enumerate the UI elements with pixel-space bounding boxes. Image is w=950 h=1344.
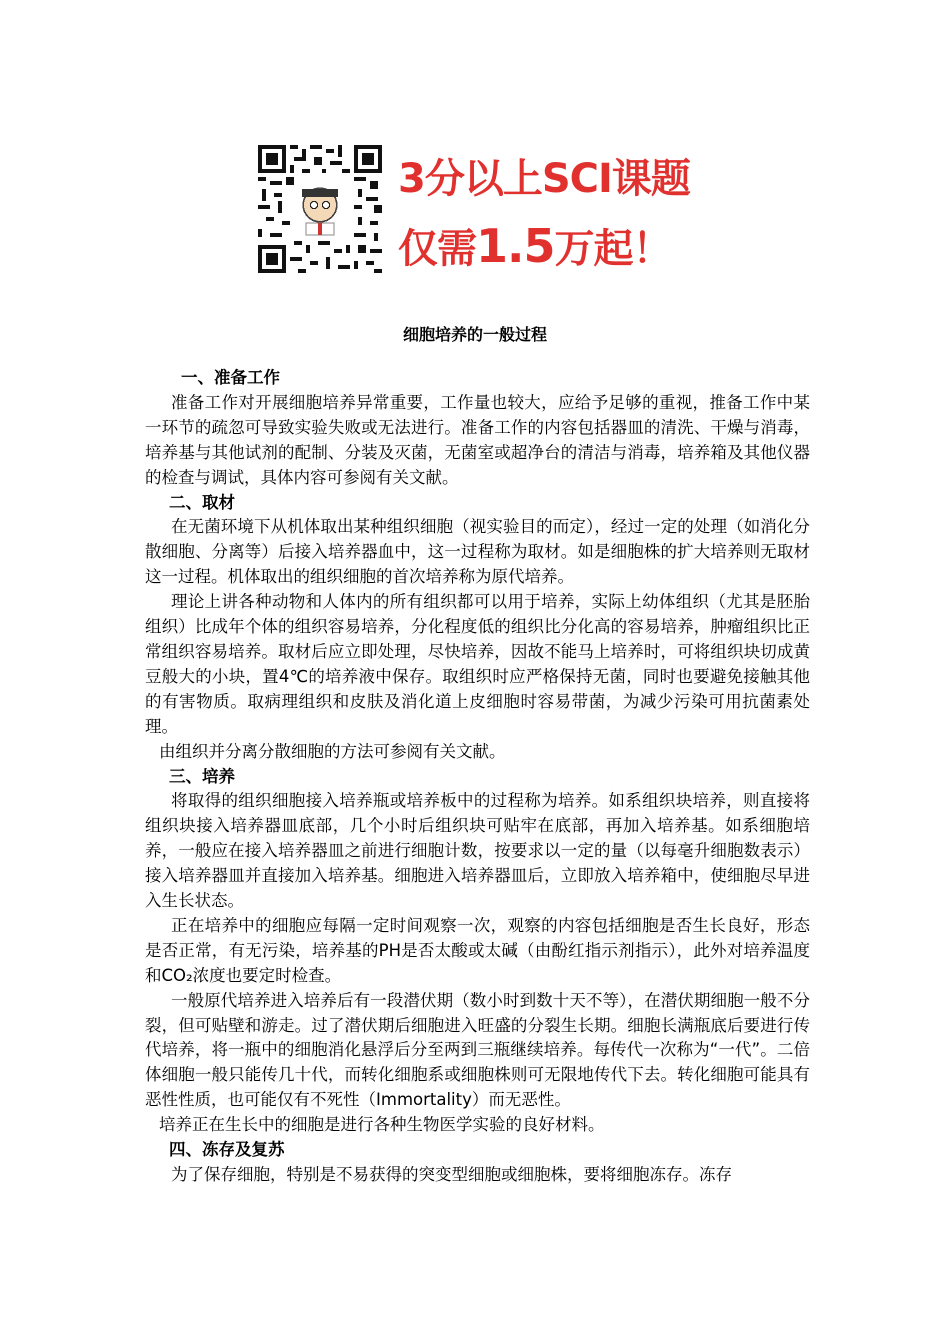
document-body — [145, 366, 810, 1188]
advertisement-banner[interactable] — [258, 145, 688, 275]
document-title: 细胞培养的一般过程 — [402, 325, 547, 344]
section-heading: 三、培养 — [169, 766, 235, 786]
ad-headline: 3分以上SCI课题 — [398, 156, 690, 202]
paragraph: 为了保存细胞，特别是不易获得的突变型细胞或细胞株，要将细胞冻存。冻存 — [171, 1165, 732, 1184]
paragraph: 一般原代培养进入培养后有一段潜伏期（数小时到数十天不等），在潜伏期细胞一般不分裂，但可贴壁和游走。过了潜伏期后细胞进入旺盛的分裂生长期。细胞长满瓶底后要进行传代培养，将一瓶中的细胞消化悬浮后分至两到三瓶继续培养。每传代一次称为“一代”。二倍体细胞一般只能传几十代，而转化细胞系或细胞株则可无限地传代下去。转化细胞可能具有恶性性质，也可能仅有不死性（Immortality）而无恶性。 — [145, 990, 810, 1110]
paragraph: 正在培养中的细胞应每隔一定时间观察一次，观察的内容包括细胞是否生长良好，形态是否正常，有无污染，培养基的PH是否太酸或太碱（由酚红指示剂指示），此外对培养温度和CO₂浓度也要定时检查。 — [145, 915, 810, 985]
paragraph: 将取得的组织细胞接入培养瓶或培养板中的过程称为培养。如系组织块培养，则直接将组织块接入培养器皿底部，几个小时后组织块可贴牢在底部，再加入培养基。如系细胞培养，一般应在接入培养器皿之前进行细胞计数，按要求以一定的量（以每毫升细胞数表示）接入培养器皿并直接加入培养基。细胞进入培养器皿后，立即放入培养箱中，使细胞尽早进入生长状态。 — [145, 791, 810, 911]
paragraph: 在无菌环境下从机体取出某种组织细胞（视实验目的而定），经过一定的处理（如消化分散细胞、分离等）后接入培养器血中，这一过程称为取材。如是细胞株的扩大培养则无取材这一过程。机体取出的组织细胞的首次培养称为原代培养。 — [145, 517, 810, 587]
paragraph: 由组织并分离分散细胞的方法可参阅有关文献。 — [159, 741, 506, 761]
ad-price-number: 1.5 — [476, 219, 555, 273]
ad-price-suffix: 万起！ — [554, 226, 672, 272]
paragraph: 准备工作对开展细胞培养异常重要，工作量也较大，应给予足够的重视，推备工作中某一环节的疏忽可导致实验失败或无法进行。准备工作的内容包括器皿的清洗、干燥与消毒，培养基与其他试剂的配制、分装及灭菌，无菌室或超净台的清洁与消毒，培养箱及其他仪器的检查与调试，具体内容可参阅有关文献。 — [145, 392, 810, 487]
section-heading: 一、准备工作 — [181, 368, 280, 387]
section-heading: 二、取材 — [169, 492, 235, 512]
paragraph: 理论上讲各种动物和人体内的所有组织都可以用于培养，实际上幼体组织（尤其是胚胎组织）比成年个体的组织容易培养，分化程度低的组织比分化高的容易培养，肿瘤组织比正常组织容易培养。取材后应立即处理，尽快培养，因故不能马上培养时，可将组织块切成黄豆般大的小块，置4℃的培养液中保存。取组织时应严格保持无菌，同时也要避免接触其他的有害物质。取病理组织和皮肤及消化道上皮细胞时容易带菌，为减少污染可用抗菌素处理。 — [145, 592, 810, 736]
paragraph: 培养正在生长中的细胞是进行各种生物医学实验的良好材料。 — [159, 1115, 605, 1135]
section-heading: 四、冻存及复苏 — [169, 1140, 285, 1160]
qr-code-icon[interactable] — [258, 145, 382, 273]
ad-price-prefix: 仅需 — [398, 226, 476, 272]
ad-price-line — [398, 217, 672, 274]
